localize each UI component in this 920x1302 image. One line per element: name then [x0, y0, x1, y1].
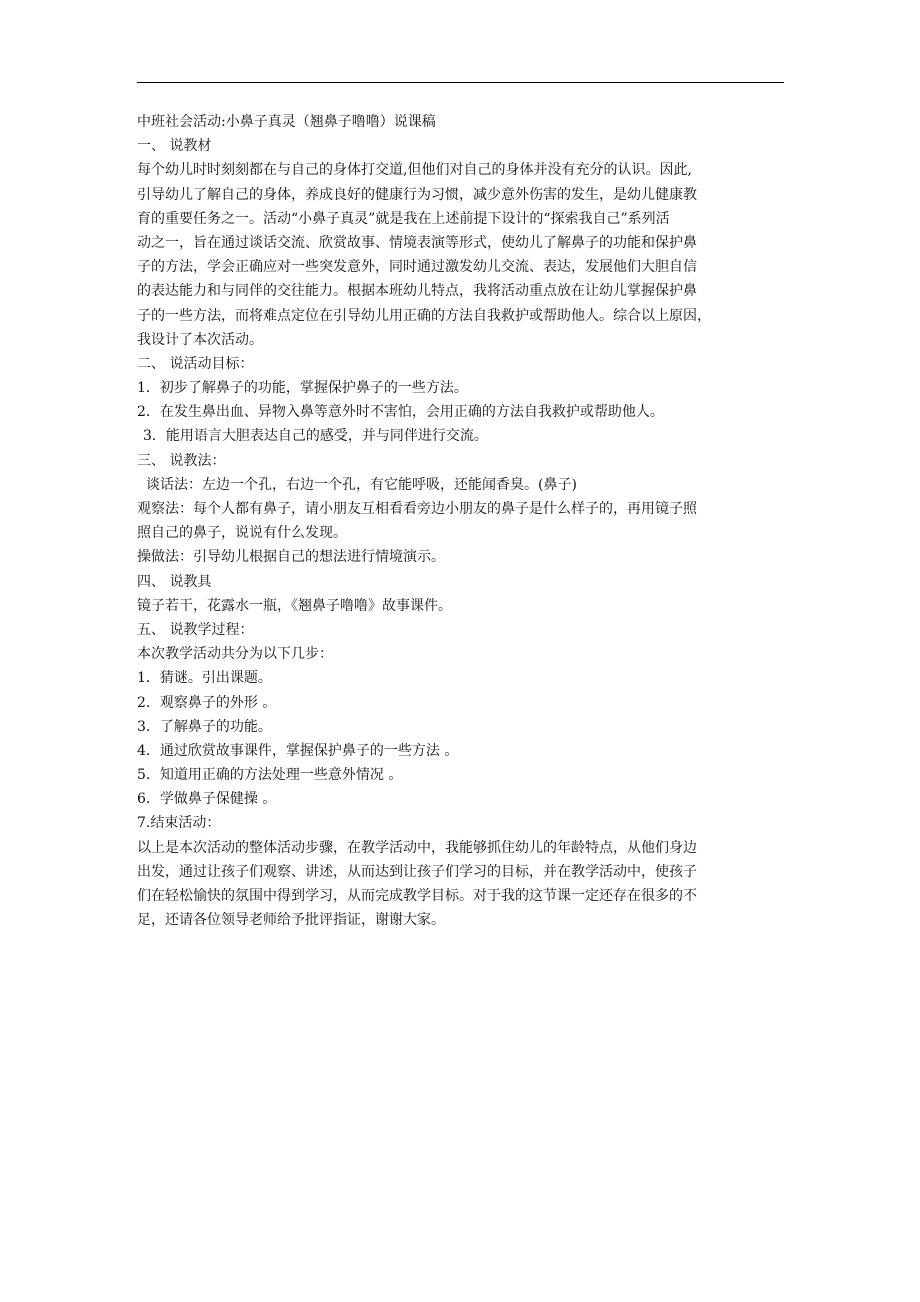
text-line: 育的重要任务之一。活动“小鼻子真灵”就是我在上述前提下设计的“探索我自己”系列活 — [137, 210, 670, 227]
text-line: 动之一，旨在通过谈话交流、欣赏故事、情境表演等形式，使幼儿了解鼻子的功能和保护鼻 — [137, 234, 697, 251]
text-line: 照自己的鼻子，说说有什么发现。 — [137, 525, 347, 542]
text-line: 1．猜谜。引出课题。 — [137, 670, 272, 687]
text-line: 3．能用语言大胆表达自己的感受，并与同伴进行交流。 — [143, 428, 488, 445]
text-line: 们在轻松愉快的氛围中得到学习，从而完成教学目标。对于我的这节课一定还存在很多的不 — [137, 888, 697, 904]
text-line: 7.结束活动： — [137, 815, 221, 832]
text-line: 5．知道用正确的方法处理一些意外情况 。 — [137, 767, 403, 784]
text-line: 本次教学活动共分为以下几步： — [137, 646, 333, 663]
text-line: 二、 说活动目标： — [137, 355, 254, 372]
text-line: 足，还请各位领导老师给予批评指证，谢谢大家。 — [137, 912, 445, 929]
text-line: 观察法：每个人都有鼻子，请小朋友互相看看旁边小朋友的鼻子是什么样子的，再用镜子照 — [137, 501, 697, 517]
text-line: 引导幼儿了解自己的身体，养成良好的健康行为习惯，减少意外伤害的发生，是幼儿健康教 — [137, 186, 697, 203]
text-line: 3．了解鼻子的功能。 — [137, 718, 272, 735]
text-line: 6．学做鼻子保健操 。 — [137, 791, 277, 808]
text-line: 出发，通过让孩子们观察、讲述，从而达到让孩子们学习的目标，并在教学活动中，使孩子 — [137, 863, 697, 880]
text-line: 四、 说教具 — [137, 573, 212, 590]
text-line: 1．初步了解鼻子的功能，掌握保护鼻子的一些方法。 — [137, 380, 468, 397]
text-line: 4．通过欣赏故事课件，掌握保护鼻子的一些方法 。 — [137, 742, 459, 759]
text-line: 每个幼儿时时刻刻都在与自己的身体打交道,但他们对自己的身体并没有充分的认识。因此, — [137, 162, 692, 179]
text-line: 子的方法，学会正确应对一些突发意外，同时通过激发幼儿交流、表达，发展他们大胆自信 — [137, 259, 697, 276]
text-line: 2．观察鼻子的外形 。 — [137, 694, 277, 711]
text-line: 五、 说教学过程： — [137, 621, 254, 638]
text-line: 我设计了本次活动。 — [137, 331, 263, 348]
text-line: 谈话法：左边一个孔，右边一个孔，有它能呼吸，还能闻香臭。(鼻子) — [146, 476, 577, 493]
text-line: 镜子若干，花露水一瓶，《翘鼻子噜噜》故事课件。 — [137, 597, 452, 614]
document-title: 中班社会活动:小鼻子真灵（翘鼻子噜噜）说课稿 — [137, 114, 436, 130]
text-line: 三、 说教法： — [137, 452, 226, 469]
document-body — [137, 110, 783, 932]
text-line: 以上是本次活动的整体活动步骤，在教学活动中，我能够抓住幼儿的年龄特点，从他们身边 — [137, 839, 697, 856]
header-rule — [137, 82, 784, 83]
text-line: 的表达能力和与同伴的交往能力。根据本班幼儿特点，我将活动重点放在让幼儿掌握保护鼻 — [137, 283, 697, 300]
document-paragraphs — [137, 134, 783, 932]
text-line: 子的一些方法，而将难点定位在引导幼儿用正确的方法自我救护或帮助他人。综合以上原因， — [137, 307, 711, 324]
text-line: 操做法：引导幼儿根据自己的想法进行情境演示。 — [137, 549, 445, 566]
text-line: 2．在发生鼻出血、异物入鼻等意外时不害怕，会用正确的方法自我救护或帮助他人。 — [137, 404, 664, 421]
text-line: 一、 说教材 — [137, 138, 212, 155]
